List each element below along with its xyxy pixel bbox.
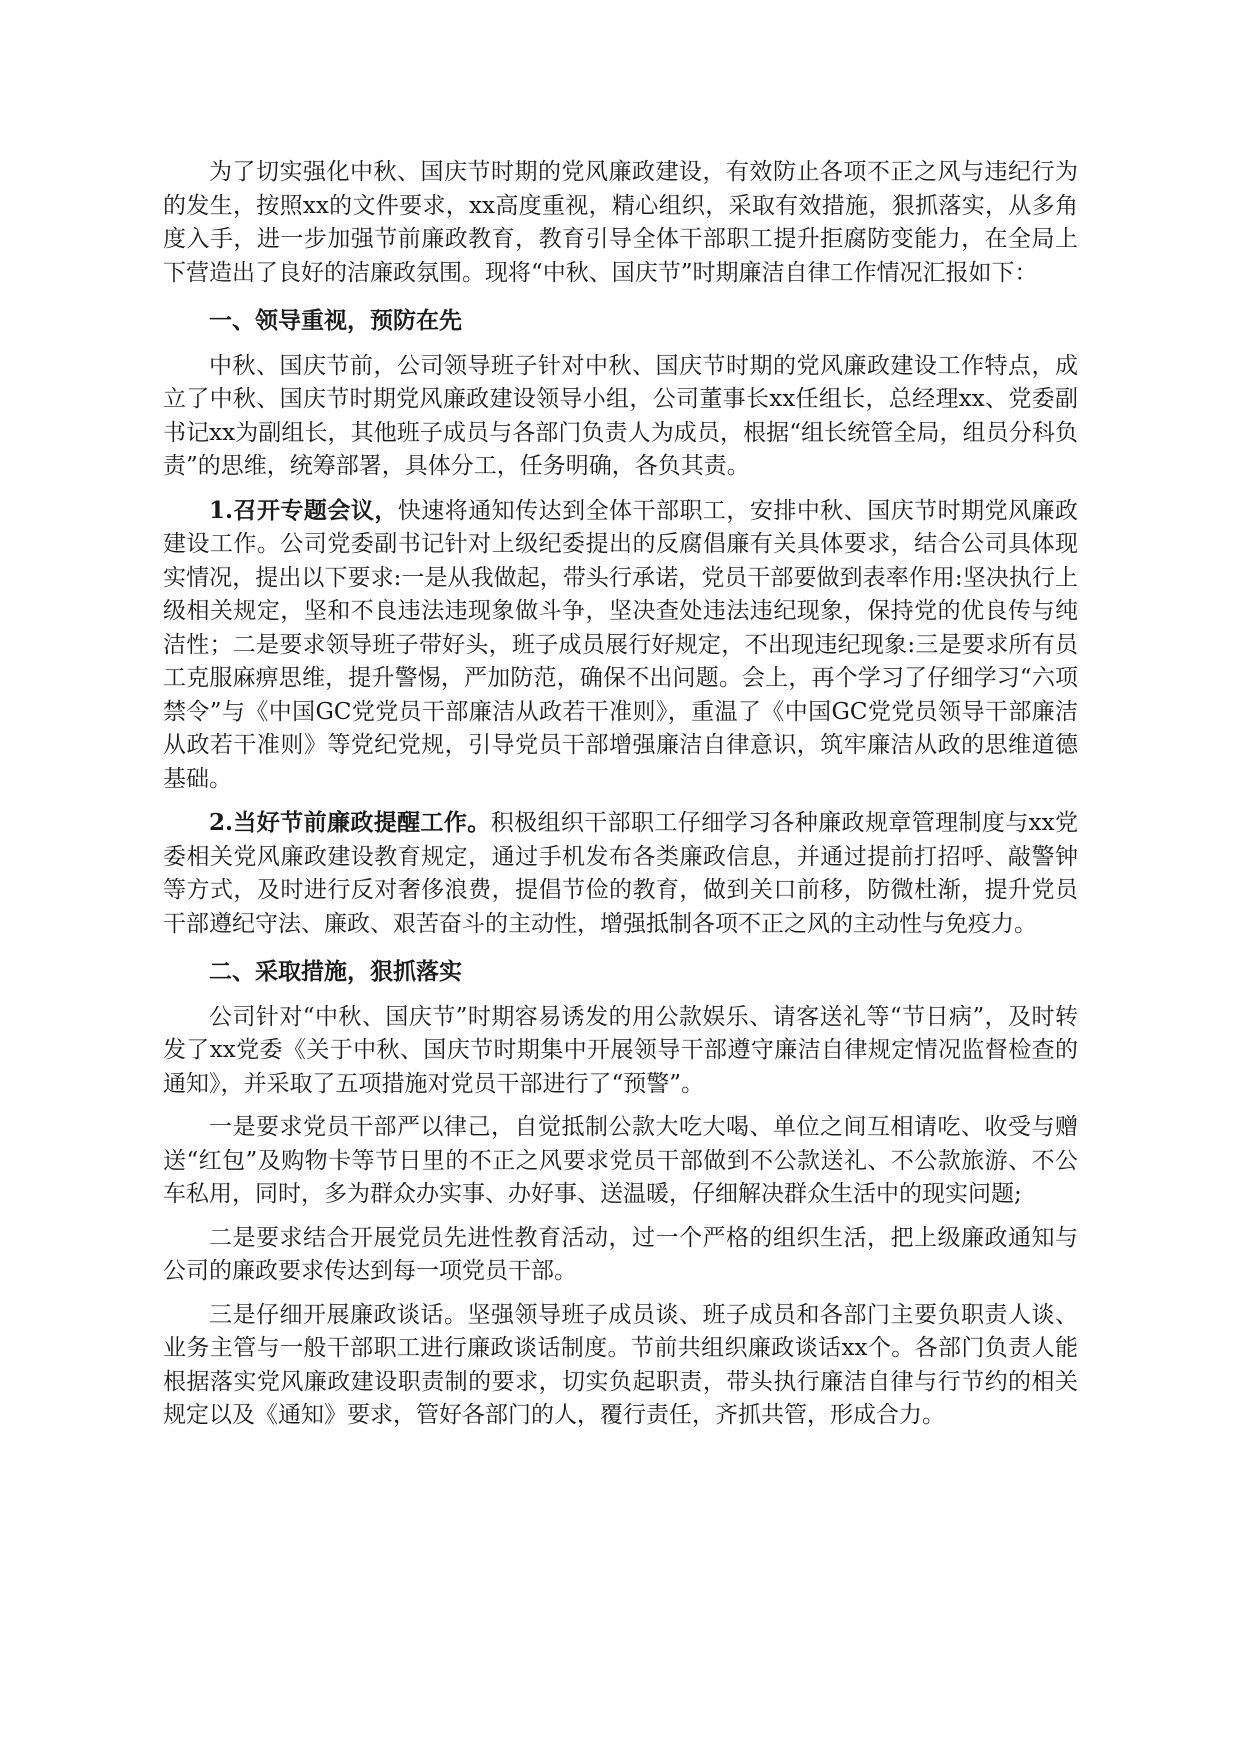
item-1-paragraph bbox=[163, 494, 1078, 797]
item-2-lead: 2.当好节前廉政提醒工作。 bbox=[209, 809, 491, 836]
intro-paragraph: 为了切实强化中秋、国庆节时期的党风廉政建设，有效防止各项不正之风与违纪行为的发生，按照xx的文件要求，xx高度重视，精心组织，采取有效措施，狠抓落实，从多角度入手，进一步加强节前廉政教育，教育引导全体干部职工提升拒腐防变能力，在全局上下营造出了良好的洁廉政氛围。现将“中秋、国庆节”时期廉洁自律工作情况汇报如下： bbox=[163, 159, 1078, 286]
item-1-text: 快速将通知传达到全体干部职工，安排中秋、国庆节时期党风廉政建设工作。公司党委副书记针对上级纪委提出的反腐倡廉有关具体要求，结合公司具体现实情况，提出以下要求:一是从我做起，带头行承诺，党员干部要做到表率作用:坚决执行上级相关规定，坚和不良违法违现象做斗争，坚决查处违法违纪现象，保持党的优良传与纯洁性；二是要求领导班子带好头，班子成员展行好规定，不出现违纪现象:三是要求所有员工克服麻痹思维，提升警惕，严加防范，确保不出问题。会上，再个学习了仔细学习“六项禁令”与《中国GC党党员干部廉洁从政若干准则》，重温了《中国GC党党员领导干部廉洁从政若干准则》等党纪党规，引导党员干部增强廉洁自律意识，筑牢廉洁从政的思维道德基础。 bbox=[163, 497, 1079, 792]
section2-paragraph: 公司针对“中秋、国庆节”时期容易诱发的用公款娱乐、请客送礼等“节日病”，及时转发了xx党委《关于中秋、国庆节时期集中开展领导干部遵守廉洁自律规定情况监督检查的通知》，并采取了五项措施对党员干部进行了“预警”。 bbox=[163, 1003, 1078, 1097]
section-heading-2: 二、采取措施，狠抓落实 bbox=[209, 958, 462, 985]
item-2-text: 积极组织干部职工仔细学习各种廉政规章管理制度与xx党委相关党风廉政建设教育规定，通过手机发布各类廉政信息，并通过提前打招呼、敲警钟等方式，及时进行反对奢侈浪费，提倡节俭的教育，做到关口前移，防微杜渐，提升党员干部遵纪守法、廉政、艰苦奋斗的主动性，增强抵制各项不正之风的主动性与免疫力。 bbox=[163, 810, 1078, 937]
measure-3-paragraph: 三是仔细开展廉政谈话。坚强领导班子成员谈、班子成员和各部门主要负职责人谈、业务主管与一般干部职工进行廉政谈话制度。节前共组织廉政谈话xx个。各部门负责人能根据落实党风廉政建设职责制的要求，切实负起职责，带头执行廉洁自律与行节约的相关规定以及《通知》要求，管好各部门的人，覆行责任，齐抓共管，形成合力。 bbox=[163, 1301, 1078, 1428]
section1-paragraph: 中秋、国庆节前，公司领导班子针对中秋、国庆节时期的党风廉政建设工作特点，成立了中秋、国庆节时期党风廉政建设领导小组，公司董事长xx任组长，总经理xx、党委副书记xx为副组长，其他班子成员与各部门负责人为成员，根据“组长统管全局，组员分科负责”的思维，统筹部署，具体分工，任务明确，各负其责。 bbox=[163, 352, 1078, 479]
measure-2-paragraph: 二是要求结合开展党员先进性教育活动，过一个严格的组织生活，把上级廉政通知与公司的廉政要求传达到每一项党员干部。 bbox=[163, 1224, 1078, 1284]
section-heading-1: 一、领导重视，预防在先 bbox=[209, 307, 462, 334]
document-page bbox=[163, 156, 1078, 1443]
item-2-paragraph bbox=[163, 806, 1078, 941]
measure-1-paragraph: 一是要求党员干部严以律己，自觉抵制公款大吃大喝、单位之间互相请吃、收受与赠送“红包”及购物卡等节日里的不正之风要求党员干部做到不公款送礼、不公款旅游、不公车私用，同时，多为群众办实事、办好事、送温暖，仔细解决群众生活中的现实问题; bbox=[163, 1114, 1078, 1207]
item-1-lead: 1.召开专题会议， bbox=[209, 496, 398, 524]
